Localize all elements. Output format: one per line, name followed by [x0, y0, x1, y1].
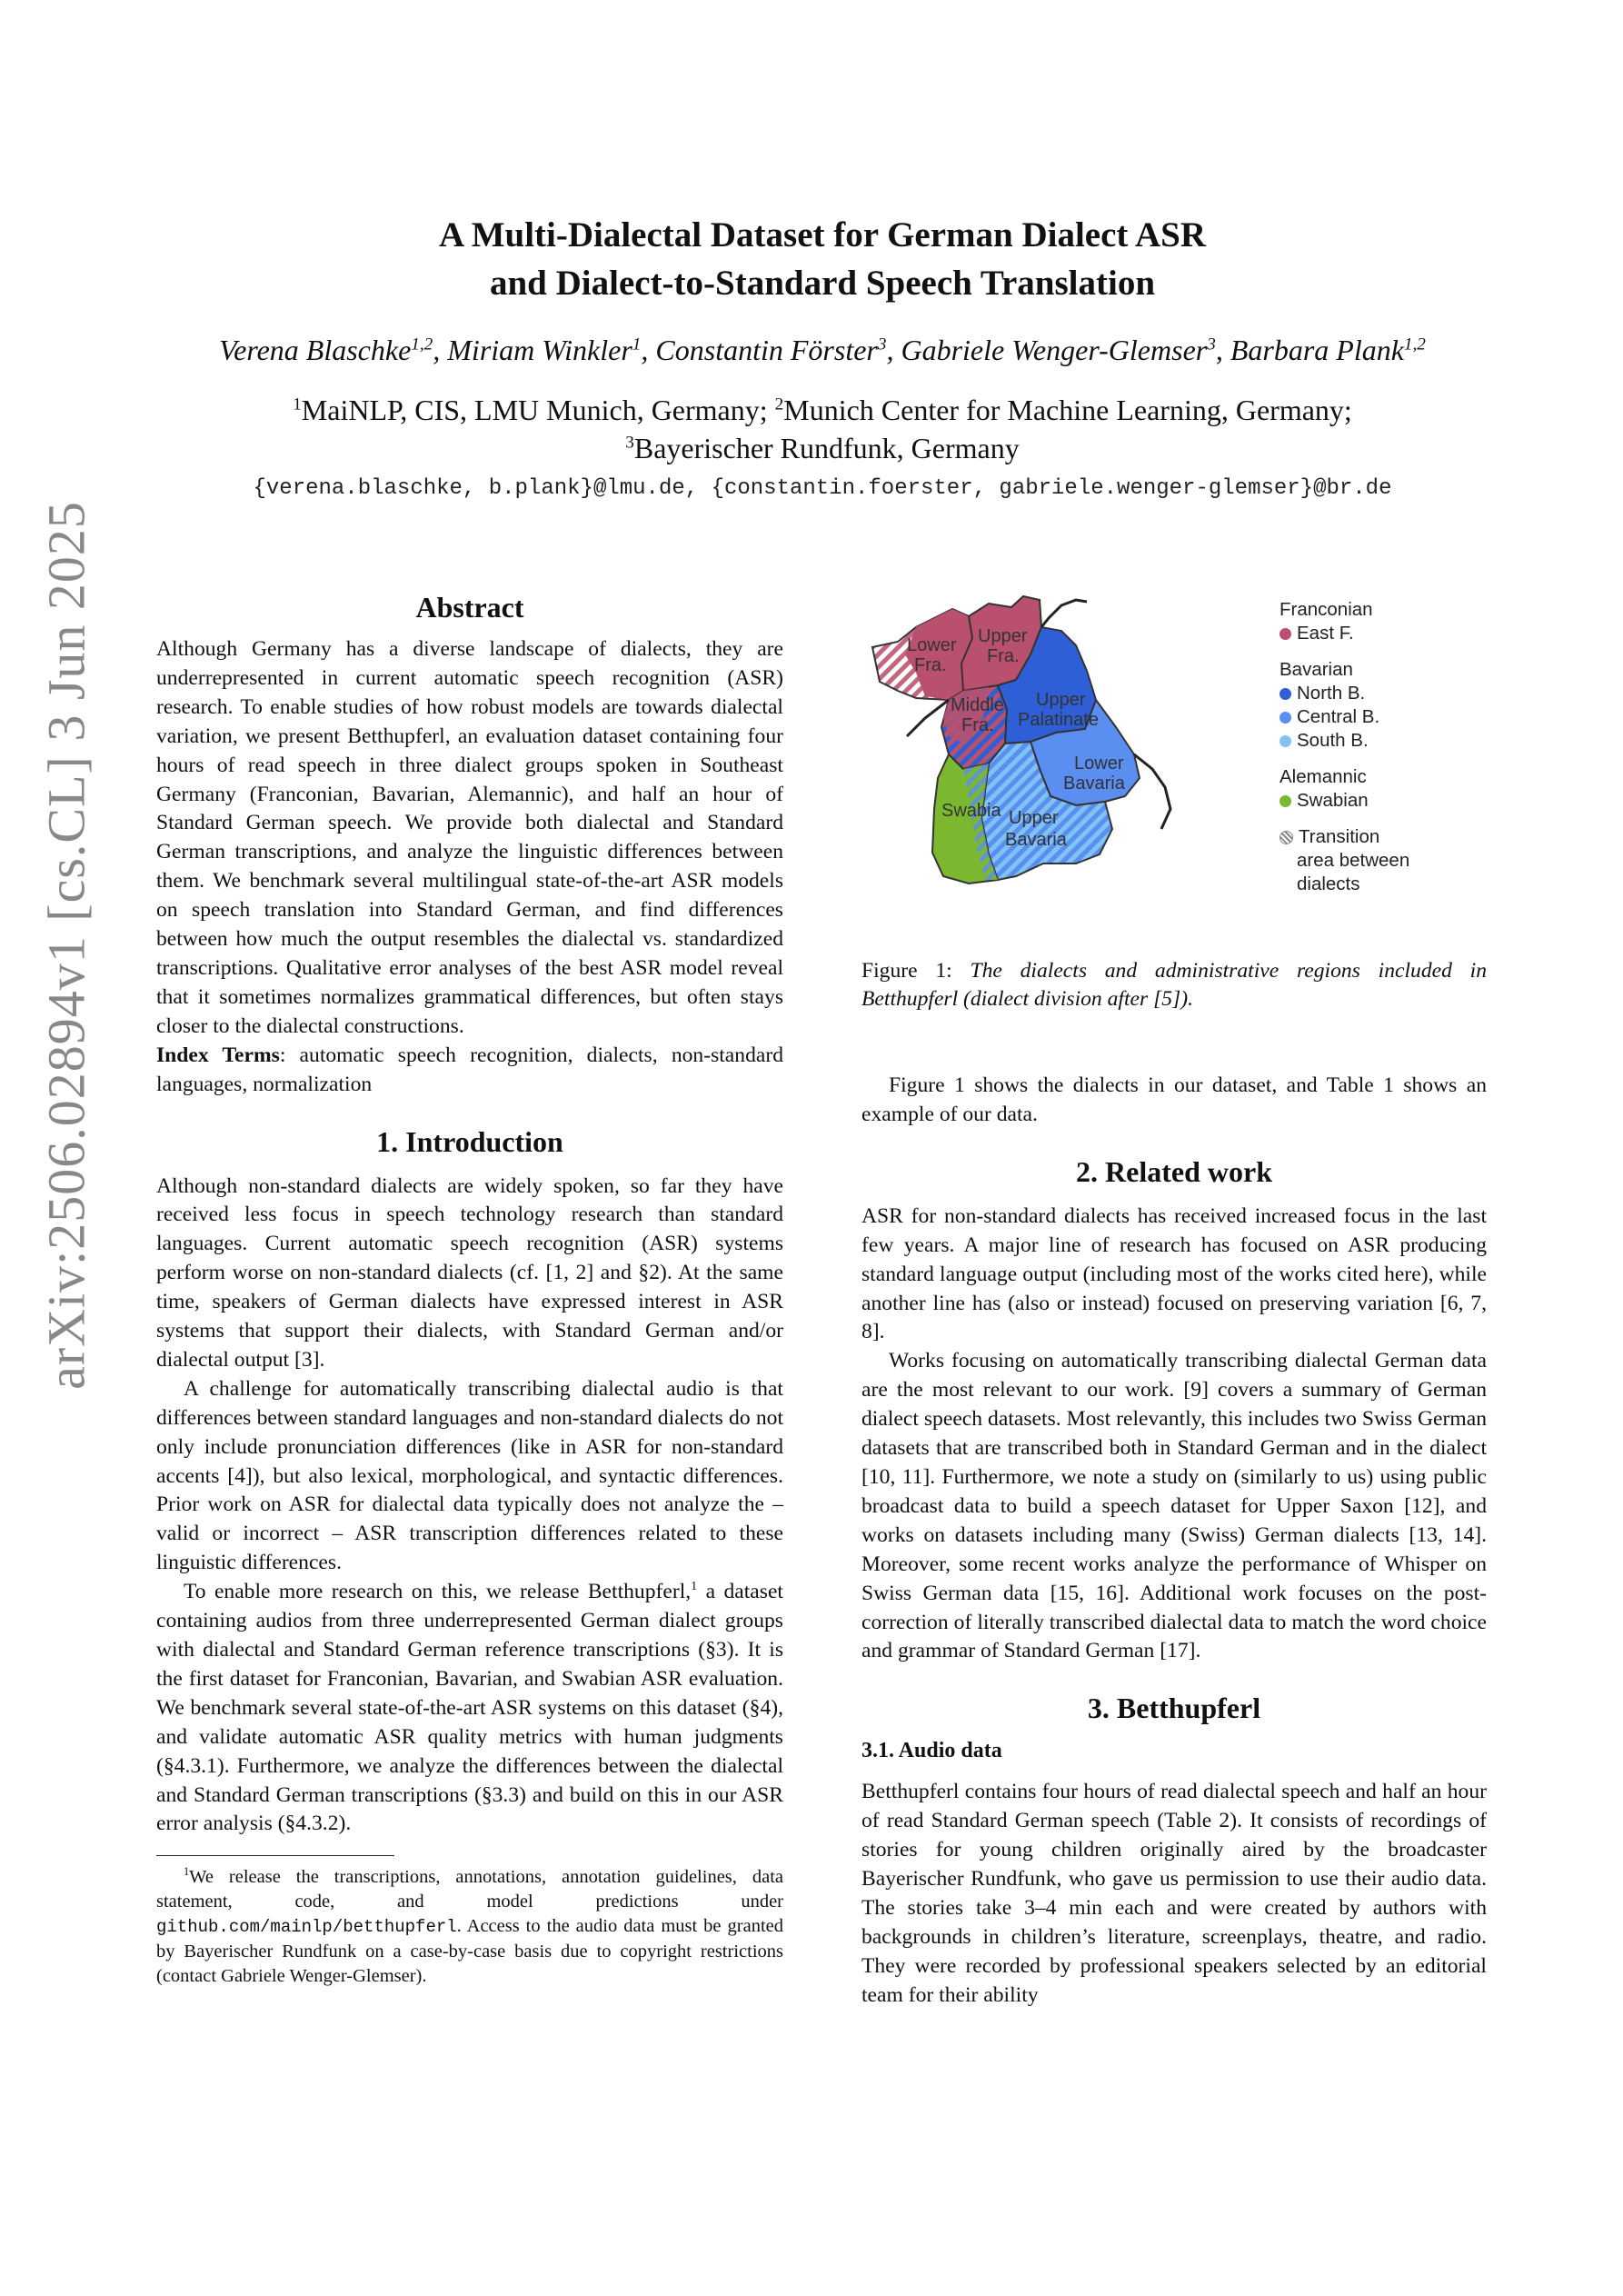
legend-entry [1279, 705, 1409, 729]
map-label: Lower [1074, 754, 1124, 774]
map-label: Middle [951, 695, 1004, 715]
arxiv-identifier: arXiv:2506.02894v1 [cs.CL] 3 Jun 2025 [36, 501, 96, 1390]
map-label: Palatinate [1018, 710, 1099, 730]
paragraph: Although non-standard dialects are widely spoken, so far they have received less focus in speech technology research than standard languages. Current automatic speech recognition (ASR) systems perform worse on non-standard dialects (cf. [1, 2] and §2). At the same time, speakers of German dialects have expressed interest in ASR systems that support their dialects, with Standard German and/or dialectal output [3]. [156, 1173, 783, 1372]
map-label: Lower [907, 635, 957, 655]
map-label: Swabia [941, 801, 1001, 821]
footnote-rule [156, 1855, 394, 1856]
footnote-text: We release the transcriptions, annotations, annotation guidelines, data statement, code, and model predictions under [156, 1867, 783, 1912]
caption-text: The dialects and administrative regions included in Betthupferl (dialect division after [5]). [861, 959, 1487, 1011]
map-label: Bavaria [1063, 774, 1125, 794]
paragraph: A challenge for automatically transcribing dialectal audio is that differences between standard languages and non-standard dialects do not only include pronunciation differences (like in ASR for non-standard accents [4]), but also lexical, morphological, and syntactic differences. Prior work on ASR for dialectal data typically does not analyze the – valid or incorrect – ASR transcription differences related to these linguistic differences. [156, 1376, 783, 1575]
paragraph: Betthupferl contains four hours of read dialectal speech and half an hour of read Standard German speech (Table 2). It consists of recordings of stories for young children originally aired by the broadcaster Bayerischer Rundfunk, who gave us permission to use their audio data. The stories take 3–4 min each and were created by authors with backgrounds in children’s literature, screenplays, theatre, and radio. They were recorded by professional speakers selected by an editorial team for their ability [861, 1780, 1487, 2007]
paragraph-text: To enable more research on this, we release Betthupferl, [184, 1580, 692, 1604]
subsection-heading-audio-data: 3.1. Audio data [861, 1739, 1002, 1763]
section-heading-introduction: 1. Introduction [376, 1124, 563, 1158]
author-name: Verena Blaschke [219, 334, 412, 366]
author-emails: {verena.blaschke, b.plank}@lmu.de, {constantin.foerster, gabriele.wenger-glemser}@br.de [253, 476, 1392, 501]
author-name: , Miriam Winkler [433, 334, 632, 366]
affil-marker: 2 [774, 394, 784, 414]
legend-group-transition [1279, 825, 1409, 896]
author-affil: 3 [877, 334, 887, 354]
map-label: Fra. [987, 646, 1020, 666]
legend-label: North B. [1297, 683, 1366, 704]
map-legend [1279, 598, 1409, 909]
legend-group-title: Franconian [1279, 599, 1373, 620]
map-label: Upper [1036, 690, 1086, 710]
figure-caption [861, 957, 1487, 1013]
arxiv-sidebar [35, 273, 98, 1618]
abstract-text: Although Germany has a diverse landscape of dialects, they are underrepresented in current automatic speech recognition (ASR) research. To enable studies of how robust models are towards dialectal variation, we present Betthupferl, an evaluation dataset containing four hours of read speech in three dialect groups spoken in Southeast Germany (Franconian, Bavarian, Alemannic), and half an hour of Standard German speech. We provide both dialectal and Standard German transcriptions, and analyze the linguistic differences between them. We benchmark several multilingual state-of-the-art ASR models on speech translation into Standard German, and find differences between how much the output resembles the dialectal vs. standardized transcriptions. Qualitative error analyses of the best ASR model reveal that it sometimes normalizes grammatical differences, but often stays closer to the dialectal constructions. [156, 637, 783, 1038]
footnote [156, 1865, 783, 1989]
author-affil: 3 [1207, 334, 1216, 354]
footnote-marker: 1 [691, 1579, 698, 1594]
index-terms [156, 1042, 783, 1100]
paragraph [156, 1578, 783, 1839]
right-column [861, 591, 1487, 2011]
legend-group-title: Alemannic [1279, 766, 1367, 787]
map-label: Upper [1009, 808, 1059, 828]
legend-group-bavarian [1279, 658, 1409, 753]
figure-dialect-map [861, 591, 1487, 932]
legend-label: East F. [1297, 623, 1354, 644]
paragraph-text: a dataset containing audios from three underrepresented German dialect groups with dialectal and Standard German reference transcriptions (§3). It is the first dataset for Franconian, Bavarian, and Swabian ASR evaluation. We benchmark several state-of-the-art ASR systems on this dataset (§4), and validate automatic ASR quality metrics with human judgments (§4.3.1). Furthermore, we analyze the differences between the dialectal and Standard German transcriptions (§3.3) and build on this in our ASR error analysis (§4.3.2). [156, 1580, 783, 1836]
index-terms-label: Index Terms [156, 1043, 280, 1067]
footnote-text: . Access to the audio data must be granted by Bayerischer Rundfunk on a case-by-case basis due to copyright restrictions (contact Gabriele Wenger-Glemser). [156, 1916, 783, 1987]
affil-marker: 3 [625, 433, 634, 453]
legend-label: area between [1297, 850, 1410, 871]
affiliation: MaiNLP, CIS, LMU Munich, Germany; [301, 394, 775, 426]
legend-group-alemannic [1279, 765, 1409, 813]
paragraph: ASR for non-standard dialects has received increased focus in the last few years. A major line of research has focused on ASR producing standard language output (including most of the works cited here), while another line has (also or instead) focused on preserving variation [6, 7, 8]. [861, 1203, 1487, 1344]
legend-label: Swabian [1297, 790, 1369, 811]
legend-entry [1279, 729, 1409, 753]
title-line-2: and Dialect-to-Standard Speech Translation [489, 264, 1156, 303]
map-border [1134, 754, 1170, 829]
author-affil: 1,2 [411, 334, 433, 354]
legend-label: Central B. [1297, 706, 1380, 727]
map-label: Bavaria [1005, 830, 1067, 850]
legend-label: dialects [1297, 873, 1360, 894]
transition-swatch-icon [1279, 831, 1293, 844]
paper-header [154, 211, 1490, 501]
author-name: , Barbara Plank [1215, 334, 1404, 366]
legend-entry [1279, 789, 1409, 813]
left-column [156, 591, 783, 1989]
affiliation: Munich Center for Machine Learning, Germany; [783, 394, 1352, 426]
affil-marker: 1 [293, 394, 302, 414]
section-heading-betthupferl: 3. Betthupferl [1087, 1692, 1261, 1725]
index-terms-text: : automatic speech recognition, dialects, non-standard languages, normalization [156, 1043, 783, 1096]
author-name: , Constantin Förster [641, 334, 878, 366]
author-affil: 1 [632, 334, 642, 354]
author-name: , Gabriele Wenger-Glemser [886, 334, 1208, 366]
map-label: Fra. [961, 715, 994, 735]
paragraph: Figure 1 shows the dialects in our dataset, and Table 1 shows an example of our data. [861, 1073, 1487, 1126]
abstract-heading: Abstract [415, 591, 524, 624]
title-line-1: A Multi-Dialectal Dataset for German Dialect ASR [438, 215, 1207, 255]
author-affil: 1,2 [1403, 334, 1426, 354]
legend-label: Transition [1299, 826, 1380, 847]
paragraph: Works focusing on automatically transcribing dialectal German data are the most relevant to our work. [9] covers a summary of German dialect speech datasets. Most relevantly, this includes two Swiss German datasets that are transcribed both in Standard German and in the dialect [10, 11]. Furthermore, we note a study on (similarly to us) using public broadcast data to build a speech dataset for Upper Saxon [12], and works on datasets including many (Swiss) German dialects [13, 14]. Moreover, some recent works analyze the performance of Whisper on Swiss German data [15, 16]. Additional work focuses on the post-correction of literally transcribed dialectal data to match the word choice and grammar of Standard German [17]. [861, 1349, 1487, 1663]
legend-entry [1279, 682, 1409, 705]
bavaria-map [861, 591, 1279, 932]
legend-entry [1279, 825, 1409, 849]
map-border [1041, 600, 1087, 627]
legend-label: South B. [1297, 730, 1369, 751]
legend-swatch [1279, 712, 1291, 724]
legend-swatch [1279, 795, 1291, 807]
affiliations [154, 391, 1490, 467]
legend-swatch [1279, 688, 1291, 700]
map-label: Fra. [914, 655, 947, 675]
affiliation: Bayerischer Rundfunk, Germany [633, 432, 1020, 464]
paper-title [154, 211, 1490, 307]
author-list [154, 331, 1490, 369]
legend-group-franconian [1279, 598, 1409, 645]
map-label: Upper [978, 626, 1028, 646]
legend-swatch [1279, 735, 1291, 747]
footnote-link[interactable]: github.com/mainlp/betthupferl [156, 1917, 457, 1938]
legend-group-title: Bavarian [1279, 659, 1353, 680]
caption-label: Figure 1: [861, 959, 971, 983]
legend-entry [1279, 622, 1409, 645]
section-heading-related-work: 2. Related work [1076, 1154, 1272, 1188]
legend-swatch [1279, 628, 1291, 640]
footnote-number: 1 [184, 1865, 190, 1879]
